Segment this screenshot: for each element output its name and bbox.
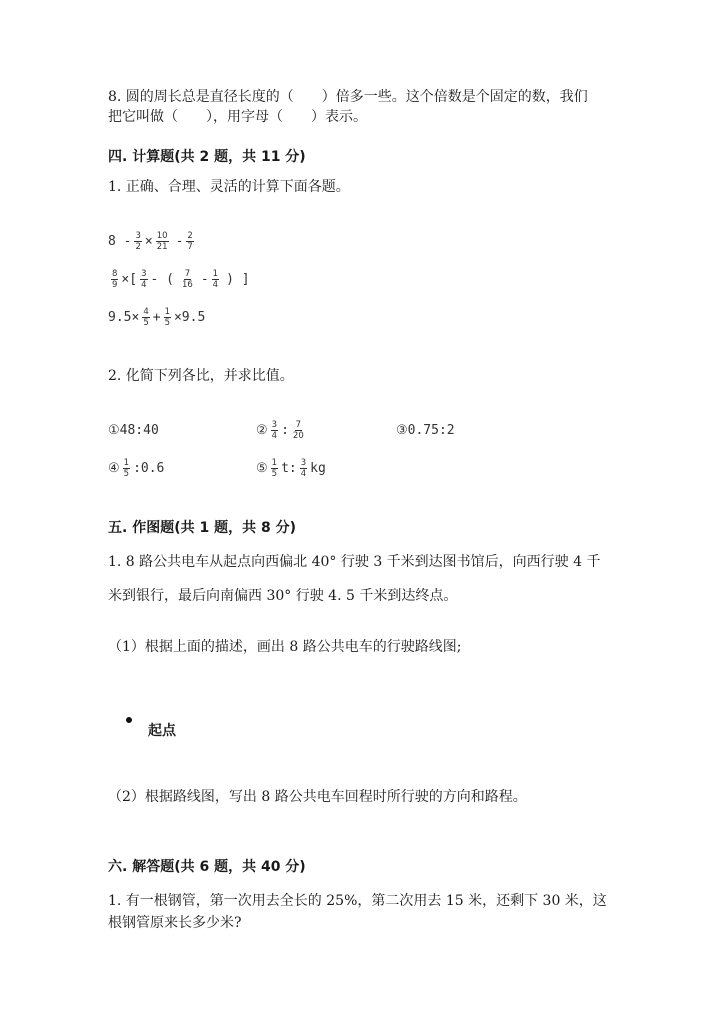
pipe-line1: 1. 有一根钢管，第一次用去全长的 25%，第二次用去 15 米，还剩下 30 米，这 <box>108 893 607 909</box>
ratio-5: ⑤ $\frac{1}{5}$ t: $\frac{3}{4}$ kg <box>256 457 326 479</box>
ratio-2: ② $\frac{3}{4}$ : $\frac{7}{20}$ <box>256 419 304 441</box>
subquestion-1: （1）根据上面的描述，画出 8 路公共电车的行驶路线图; <box>108 639 462 655</box>
expression-3 <box>108 302 205 332</box>
start-label: 起点 <box>148 723 176 739</box>
fraction: $\frac{1}{5}$ <box>164 306 170 328</box>
start-point-dot <box>126 717 132 723</box>
fraction: $\frac{3}{4}$ <box>141 268 147 290</box>
section5-title: 五. 作图题(共 1 题，共 8 分) <box>108 520 296 536</box>
closing-bracket: ) ] <box>226 271 250 287</box>
operator: + <box>152 309 161 325</box>
calc-instruction: 1. 正确、合理、灵活的计算下面各题。 <box>108 179 350 195</box>
fraction: $\frac{1}{4}$ <box>212 268 219 290</box>
fraction: $\frac{7}{16}$ <box>181 268 193 290</box>
subquestion-2: （2）根据路线图，写出 8 路公共电车回程时所行驶的方向和路程。 <box>108 789 527 805</box>
fraction: $\frac{7}{20}$ <box>292 419 304 441</box>
ratio-4: ④ $\frac{1}{5}$ :0.6 <box>108 457 165 479</box>
route-line2: 米到银行，最后向南偏西 30° 行驶 4. 5 千米到达终点。 <box>108 588 458 604</box>
expr3-lead: 9.5× <box>108 309 140 325</box>
q8-line2: 把它叫做（ ），用字母（ ）表示。 <box>108 109 367 125</box>
fraction: $\frac{10}{21}$ <box>156 230 168 252</box>
operator: ×[ <box>121 271 138 287</box>
operator: - ( <box>150 271 174 287</box>
fraction: $\frac{1}{5}$ <box>123 457 130 479</box>
fraction: $\frac{3}{4}$ <box>271 419 278 441</box>
ratio-3: ③0.75:2 <box>396 422 455 438</box>
ratio-instruction: 2. 化简下列各比，并求比值。 <box>108 368 294 384</box>
operator: - <box>175 233 184 249</box>
fraction: $\frac{2}{7}$ <box>187 230 193 252</box>
route-line1: 1. 8 路公共电车从起点向西偏北 40° 行驶 3 千米到达图书馆后，向西行驶 4 千 <box>108 554 601 570</box>
ratio-1: ①48:40 <box>108 422 159 438</box>
operator: × <box>144 233 153 249</box>
fraction: $\frac{3}{4}$ <box>300 457 307 479</box>
pipe-line2: 根钢管原来长多少米? <box>108 915 242 931</box>
expression-2 <box>108 264 250 294</box>
expression-1 <box>108 226 197 256</box>
fraction: $\frac{4}{5}$ <box>143 306 149 328</box>
expr1-lead: 8 - <box>108 233 132 249</box>
section6-title: 六. 解答题(共 6 题，共 40 分) <box>108 859 306 875</box>
operator: - <box>200 271 209 287</box>
fraction: $\frac{1}{5}$ <box>271 457 278 479</box>
expr3-tail: ×9.5 <box>173 309 206 325</box>
q8-line1: 8. 圆的周长总是直径长度的（ ）倍多一些。这个倍数是个固定的数，我们 <box>108 89 588 105</box>
fraction: $\frac{3}{2}$ <box>135 230 141 252</box>
section4-title: 四. 计算题(共 2 题，共 11 分) <box>108 149 306 165</box>
fraction: $\frac{8}{9}$ <box>112 268 118 290</box>
